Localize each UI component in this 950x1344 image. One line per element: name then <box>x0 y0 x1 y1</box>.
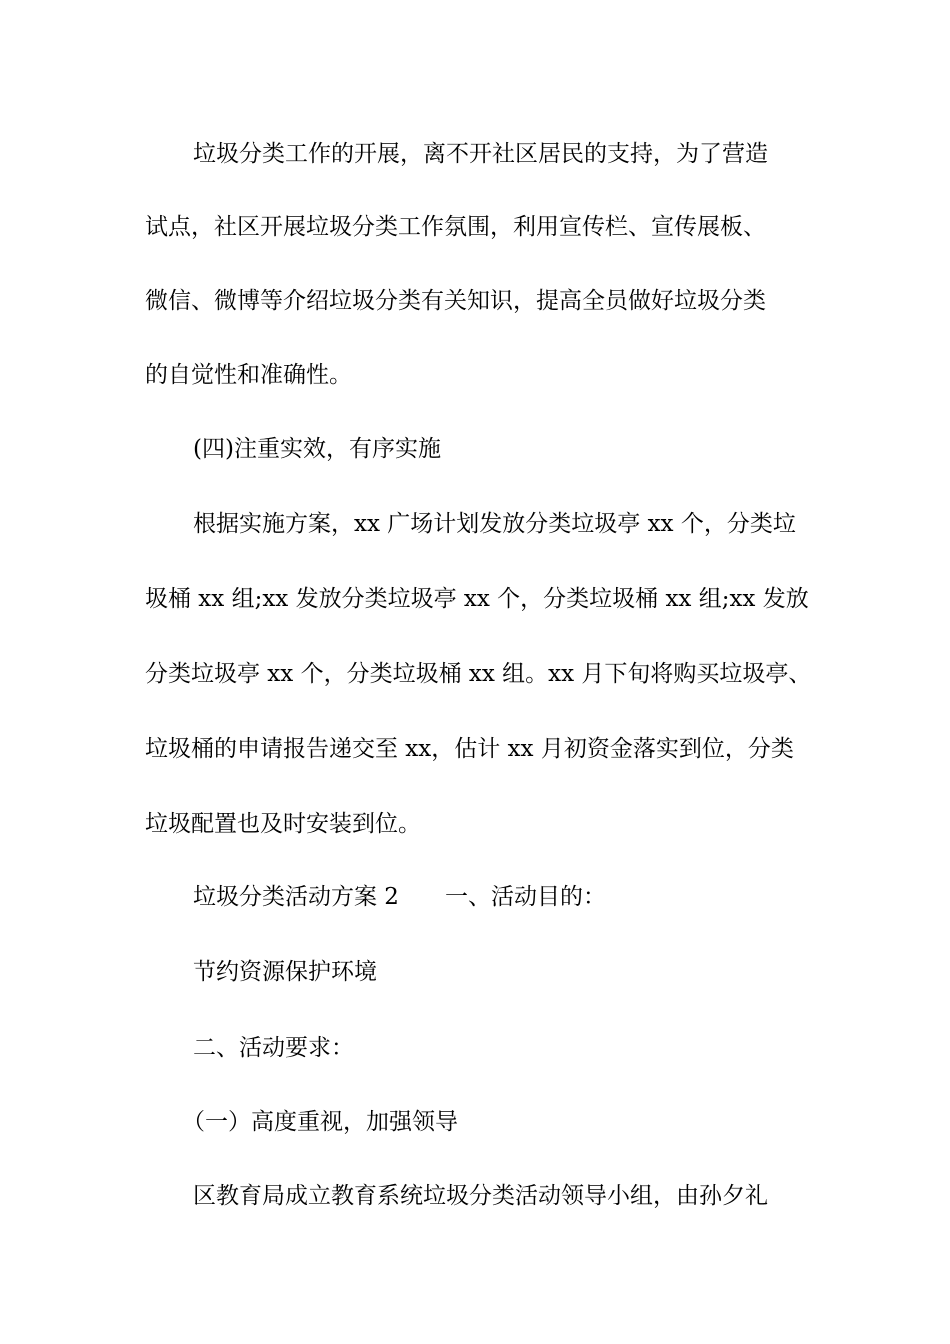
section-heading: （一）高度重视，加强领导 <box>182 1109 458 1135</box>
paragraph-line: 节约资源保护环境 <box>193 959 377 985</box>
paragraph-line: 的自觉性和准确性。 <box>145 362 352 388</box>
paragraph-line: 区教育局成立教育系统垃圾分类活动领导小组，由孙夕礼 <box>193 1183 768 1209</box>
section-heading: 二、活动要求： <box>193 1035 354 1061</box>
plan-title-line <box>193 882 606 912</box>
paragraph-line: 圾桶 xx 组;xx 发放分类垃圾亭 xx 个，分类垃圾桶 xx 组;xx 发放 <box>145 586 809 612</box>
paragraph-line: 微信、微博等介绍垃圾分类有关知识，提高全员做好垃圾分类 <box>145 288 766 314</box>
paragraph-line: 垃圾分类工作的开展，离不开社区居民的支持，为了营造 <box>193 141 768 167</box>
paragraph-line: 垃圾配置也及时安装到位。 <box>145 811 421 837</box>
paragraph-line: 根据实施方案，xx 广场计划发放分类垃圾亭 xx 个，分类垃 <box>193 511 796 537</box>
paragraph-line: 垃圾桶的申请报告递交至 xx，估计 xx 月初资金落实到位，分类 <box>145 736 794 762</box>
section-heading: 一、活动目的： <box>444 884 606 910</box>
paragraph-line: 试点，社区开展垃圾分类工作氛围，利用宣传栏、宣传展板、 <box>145 214 766 240</box>
paragraph-line: 分类垃圾亭 xx 个，分类垃圾桶 xx 组。xx 月下旬将购买垃圾亭、 <box>145 661 812 687</box>
plan-title: 垃圾分类活动方案 2 <box>193 884 399 910</box>
section-heading: (四)注重实效，有序实施 <box>193 436 441 462</box>
